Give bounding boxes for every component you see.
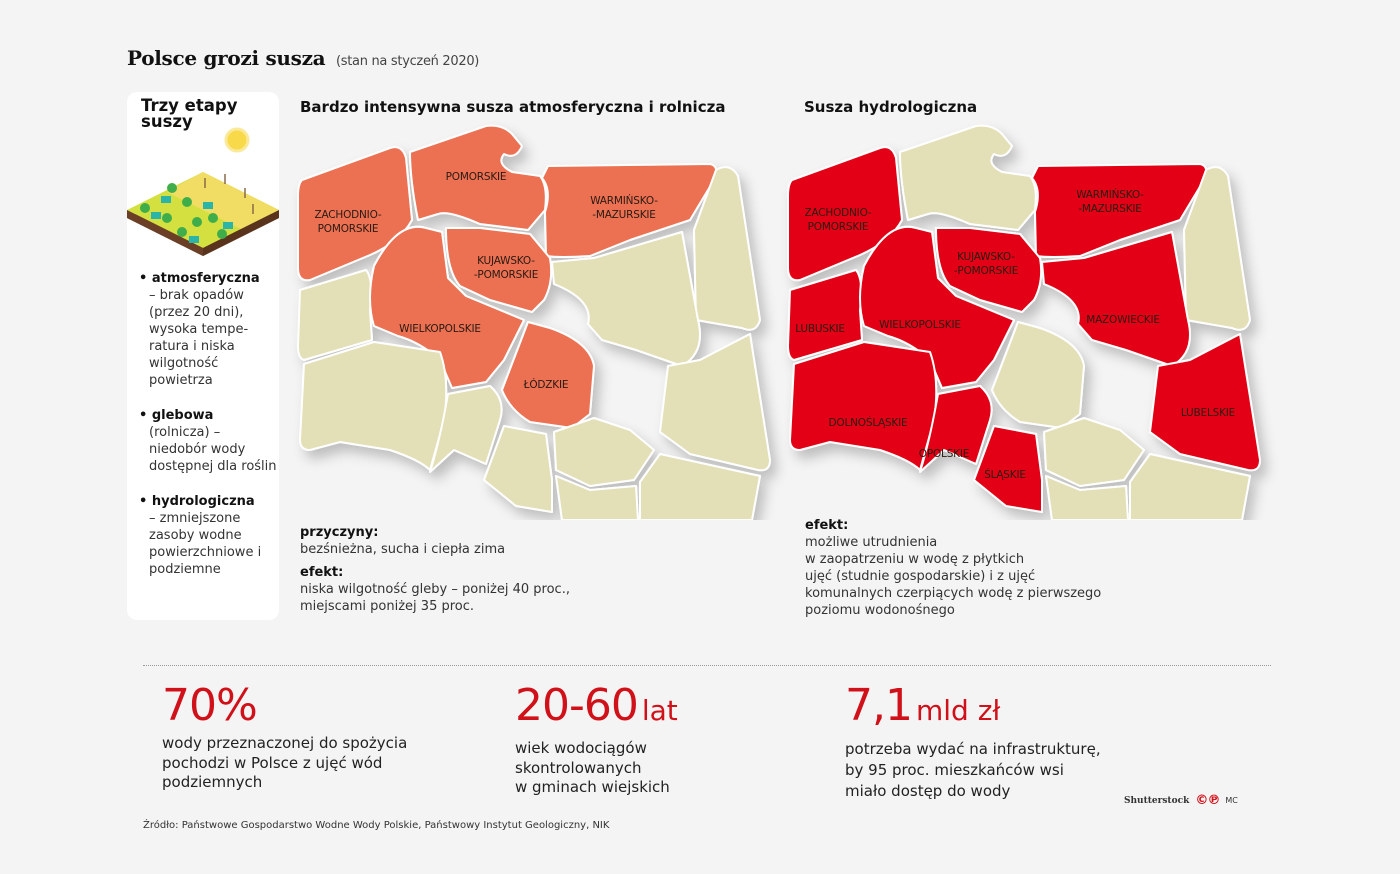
stat-desc-line: pochodzi w Polsce z ujęć wód	[162, 753, 383, 772]
effect-line: miejscami poniżej 35 proc.	[300, 599, 475, 614]
svg-text:LUBELSKIE: LUBELSKIE	[1180, 407, 1236, 419]
stage-name: • glebowa	[139, 408, 213, 423]
section-divider	[143, 665, 1271, 666]
stage-desc: (rolnicza) – niedobór wody dostępnej dla roślin	[149, 425, 277, 474]
region-dolnoslaskie	[300, 342, 446, 470]
drought-stages-card	[127, 92, 279, 620]
right-map-notes	[805, 517, 1101, 619]
effect-line: możliwe utrudnienia	[805, 535, 938, 550]
stat-groundwater	[162, 682, 407, 793]
title-main: Polsce grozi susza	[127, 46, 326, 70]
stat-desc-line: by 95 proc. mieszkańców wsi	[845, 761, 1064, 779]
svg-text:-MAZURSKIE: -MAZURSKIE	[592, 209, 656, 221]
stage-item	[139, 493, 279, 578]
effect-line: poziomu wodonośnego	[805, 603, 955, 618]
stat-desc-line: skontrolowanych	[515, 758, 642, 777]
svg-text:WIELKOPOLSKIE: WIELKOPOLSKIE	[399, 323, 481, 335]
stage-item	[139, 407, 279, 475]
right-map-heading: Susza hydrologiczna	[804, 98, 978, 116]
svg-text:ZACHODNIO-: ZACHODNIO-	[314, 209, 382, 221]
stat-desc-line: wody przeznaczonej do spożycia	[162, 734, 408, 752]
author-initials: MC	[1225, 796, 1238, 805]
svg-text:WARMIŃSKO-: WARMIŃSKO-	[590, 195, 658, 207]
stat-waterworks-age	[515, 682, 678, 798]
causes-text: bezśnieżna, sucha i ciepła zima	[300, 542, 506, 557]
svg-text:DOLNOŚLĄSKIE: DOLNOŚLĄSKIE	[828, 417, 908, 429]
credits	[1124, 793, 1238, 808]
region-swietokrzyskie	[1044, 418, 1144, 486]
atmospheric-drought-map	[290, 120, 790, 520]
causes-heading: przyczyny:	[300, 525, 379, 540]
isometric-drought-land-icon	[127, 122, 279, 272]
svg-text:ŁÓDZKIE: ŁÓDZKIE	[523, 379, 569, 391]
svg-text:KUJAWSKO-: KUJAWSKO-	[957, 251, 1015, 263]
stat-desc-line: miało dostęp do wody	[845, 782, 1011, 800]
stage-name: • hydrologiczna	[139, 494, 255, 509]
effect-line: ujęć (studnie gospodarskie) i z ujęć	[805, 569, 1036, 584]
page-title	[127, 46, 479, 70]
stage-desc: – brak opadów (przez 20 dni), wysoka tempe-ratura i niska wilgotność powietrza	[149, 288, 249, 388]
svg-text:LUBUSKIE: LUBUSKIE	[795, 323, 845, 335]
stat-unit: lat	[641, 694, 678, 727]
stat-desc-line: potrzeba wydać na infrastrukturę,	[845, 740, 1101, 758]
stages-list	[139, 270, 279, 596]
svg-text:POMORSKIE: POMORSKIE	[317, 223, 379, 235]
photo-credit: Shutterstock	[1124, 795, 1190, 806]
stage-item	[139, 270, 279, 389]
copyright-icon: ©℗	[1195, 793, 1220, 808]
effect-line: komunalnych czerpiących wodę z pierwszego	[805, 586, 1102, 601]
stage-desc: – zmniejszone zasoby wodne powierzchniowe i podziemne	[149, 511, 262, 577]
stat-desc-line: wiek wodociągów	[515, 739, 647, 757]
region-dolnoslaskie	[790, 342, 936, 470]
svg-text:POMORSKIE: POMORSKIE	[445, 171, 507, 183]
svg-text:ŚLĄSKIE: ŚLĄSKIE	[984, 469, 1026, 481]
svg-text:POMORSKIE: POMORSKIE	[807, 221, 869, 233]
svg-text:OPOLSKIE: OPOLSKIE	[918, 448, 970, 460]
effect-heading: efekt:	[300, 565, 344, 580]
stage-name: • atmosferyczna	[139, 271, 260, 286]
hydrological-drought-map	[780, 120, 1280, 520]
svg-text:-POMORSKIE: -POMORSKIE	[953, 265, 1019, 277]
svg-text:ZACHODNIO-: ZACHODNIO-	[804, 207, 872, 219]
effect-line: w zaopatrzeniu w wodę z płytkich	[805, 552, 1025, 567]
stages-title: Trzy etapy suszy	[141, 96, 238, 131]
stat-value: 20-60	[515, 680, 638, 731]
svg-text:WARMIŃSKO-: WARMIŃSKO-	[1076, 189, 1144, 201]
stat-infrastructure-cost	[845, 682, 1101, 802]
title-date: (stan na styczeń 2020)	[336, 54, 480, 69]
svg-text:KUJAWSKO-: KUJAWSKO-	[477, 255, 535, 267]
left-map-heading: Bardzo intensywna susza atmosferyczna i rolnicza	[300, 98, 726, 116]
stat-desc-line: podziemnych	[162, 773, 263, 791]
stat-value: 7,1	[845, 680, 912, 731]
effect-heading: efekt:	[805, 518, 849, 533]
svg-text:WIELKOPOLSKIE: WIELKOPOLSKIE	[879, 319, 961, 331]
effect-line: niska wilgotność gleby – poniżej 40 proc.,	[300, 582, 570, 597]
svg-text:-POMORSKIE: -POMORSKIE	[473, 269, 539, 281]
stat-desc-line: w gminach wiejskich	[515, 778, 670, 796]
stat-value: 70%	[162, 680, 257, 731]
svg-text:MAZOWIECKIE: MAZOWIECKIE	[1086, 314, 1160, 326]
left-map-notes	[300, 524, 570, 615]
stat-unit: mld zł	[915, 694, 1001, 727]
source-note: Źródło: Państwowe Gospodarstwo Wodne Wody Polskie, Państwowy Instytut Geologiczny, NIK	[143, 820, 610, 831]
region-swietokrzyskie	[554, 418, 654, 486]
svg-text:-MAZURSKIE: -MAZURSKIE	[1078, 203, 1142, 215]
region-pomorskie	[900, 126, 1036, 230]
